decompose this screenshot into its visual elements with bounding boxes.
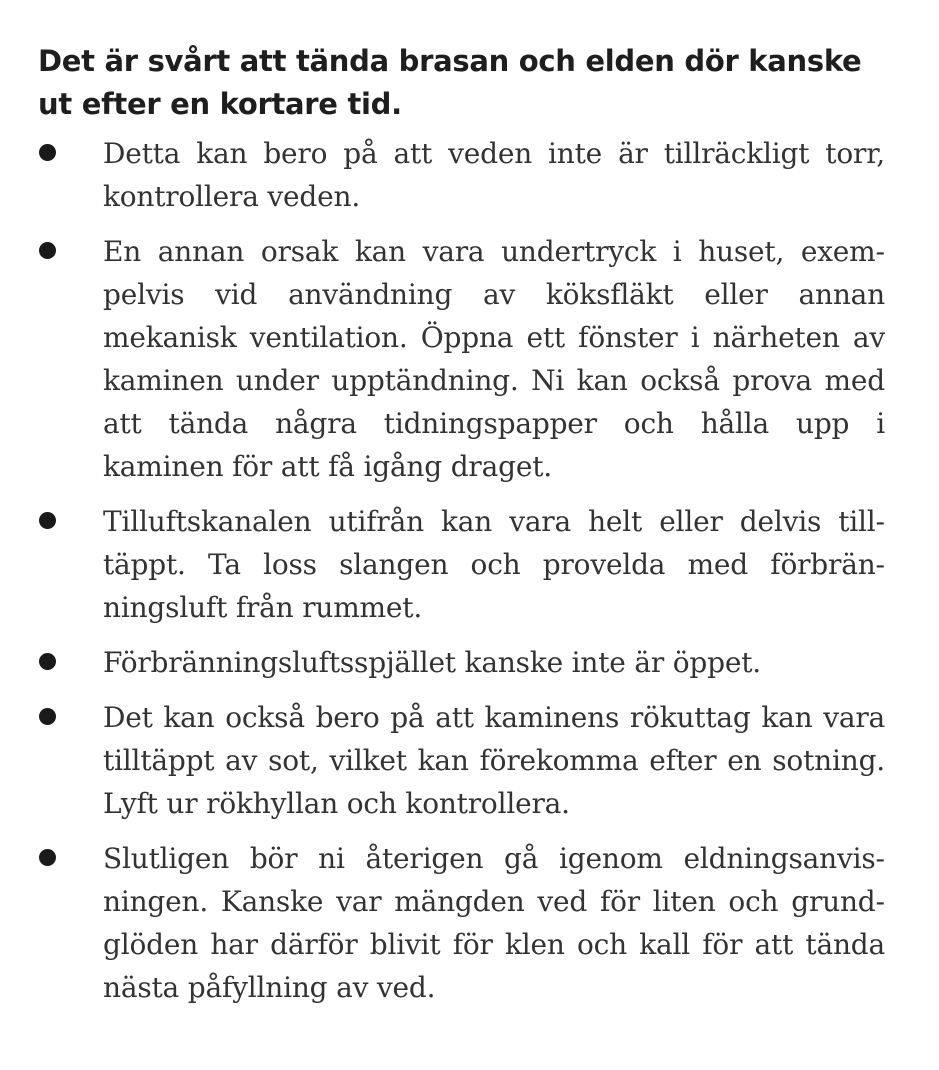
- bullet-icon: [39, 144, 56, 161]
- list-item-text: En annan orsak kan vara undertryck i huset, exempelvis vid användning av köksfläkt eller annan mekanisk ventilation. Öppna ett fönster i närheten av kaminen under upptändning. Ni kan också prova med att tända några tidningspapper och hålla upp i kaminen för att få igång draget.: [103, 235, 885, 483]
- list-item-text: Detta kan bero på att veden inte är tillräckligt torr, kontrollera veden.: [103, 137, 885, 213]
- section-heading: Det är svårt att tända brasan och elden dör kanske ut efter en kortare tid.: [38, 44, 862, 121]
- list-item: [38, 230, 885, 488]
- list-item: [38, 500, 885, 629]
- list-item: [38, 696, 885, 825]
- list-item-text: Det kan också bero på att kaminens rökuttag kan vara tilltäppt av sot, vilket kan förekomma efter en sotning. Lyft ur rökhyllan och kontrollera.: [103, 701, 885, 820]
- bullet-icon: [39, 242, 56, 259]
- bullet-icon: [39, 708, 56, 725]
- list-item-text: Förbränningsluftsspjället kanske inte är öppet.: [103, 646, 761, 679]
- list-item: [38, 837, 885, 1009]
- bullet-icon: [39, 849, 56, 866]
- bullet-icon: [39, 653, 56, 670]
- list-item: [38, 132, 885, 218]
- list-item: [38, 641, 885, 684]
- list-item-text: Slutligen bör ni återigen gå igenom eldningsanvisningen. Kanske var mängden ved för liten och grundglöden har därför blivit för klen och kall för att tända nästa påfyllning av ved.: [103, 842, 885, 1004]
- troubleshooting-list: [38, 132, 885, 1009]
- list-item-text: Tilluftskanalen utifrån kan vara helt eller delvis tilltäppt. Ta loss slangen och provelda med förbränningsluft från rummet.: [103, 505, 885, 624]
- bullet-icon: [39, 512, 56, 529]
